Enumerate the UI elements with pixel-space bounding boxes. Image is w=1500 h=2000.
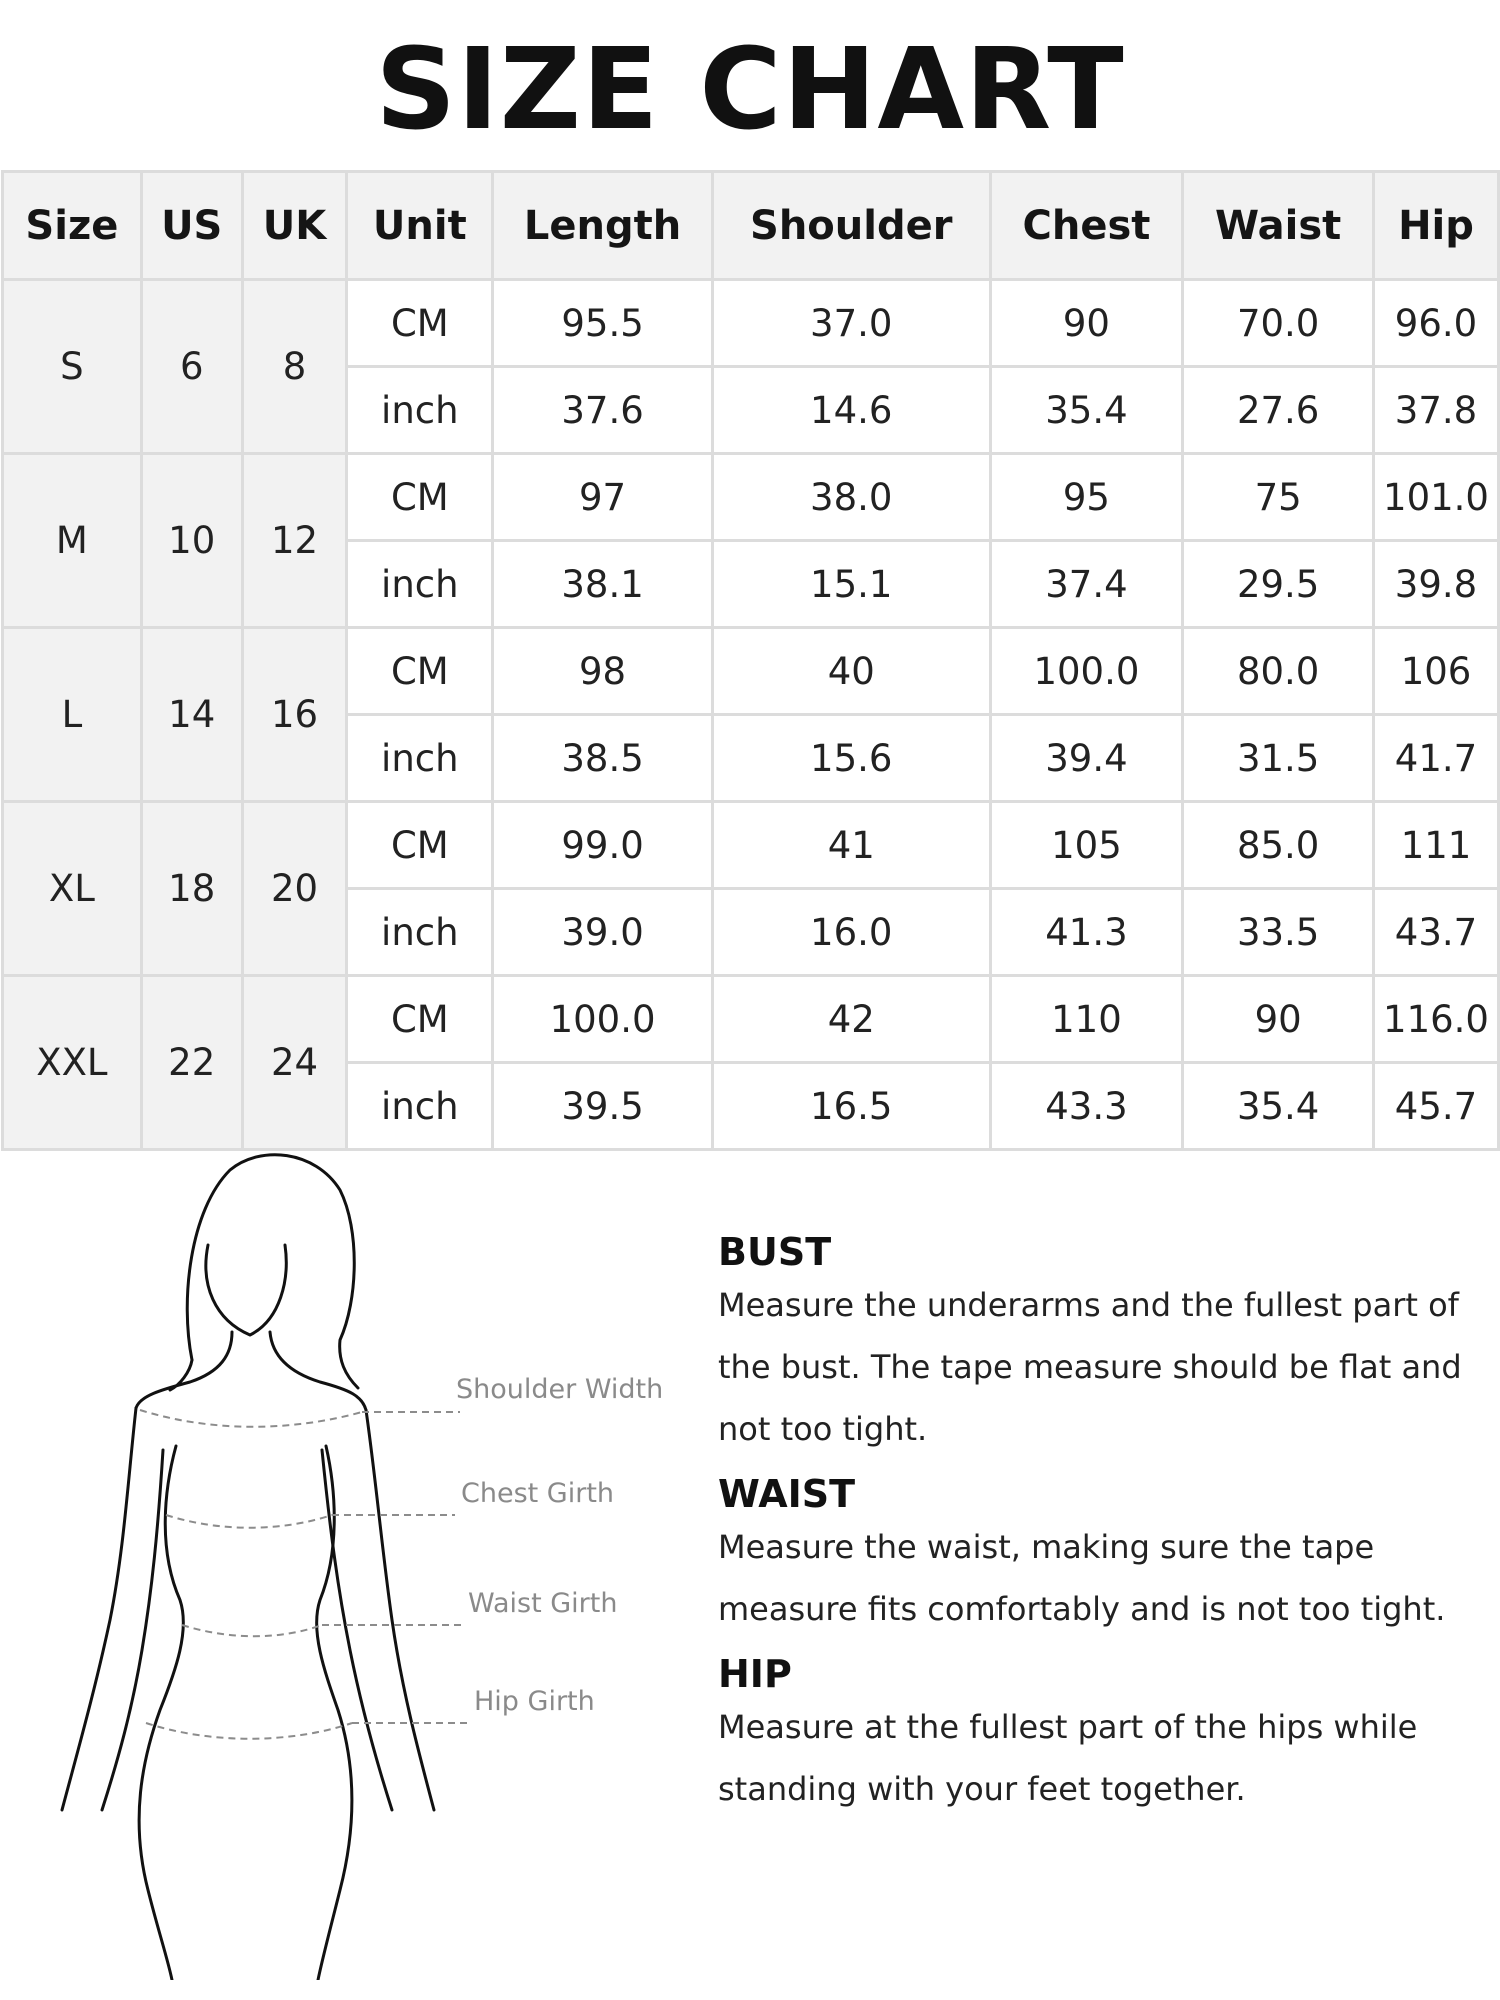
cell-size: XXL [3,976,142,1150]
cell-chest: 95 [990,454,1183,541]
cell-uk: 24 [242,976,347,1150]
note-heading: BUST [718,1230,832,1274]
cell-chest: 35.4 [990,367,1183,454]
cell-chest: 39.4 [990,715,1183,802]
cell-length: 100.0 [493,976,713,1063]
cell-size: S [3,280,142,454]
cell-chest: 41.3 [990,889,1183,976]
cell-length: 95.5 [493,280,713,367]
cell-length: 98 [493,628,713,715]
cell-hip: 37.8 [1374,367,1499,454]
cell-unit: inch [347,715,493,802]
cell-hip: 96.0 [1374,280,1499,367]
hip-girth-label: Hip Girth [474,1686,595,1717]
header-us: US [141,172,242,280]
measurement-notes [718,1230,1478,1832]
cell-shoulder: 16.5 [712,1063,990,1150]
torso-left [139,1446,183,1980]
chest-girth-label: Chest Girth [461,1478,615,1509]
left-arm-outer [62,1408,136,1810]
cell-unit: inch [347,541,493,628]
waist-girth-label: Waist Girth [468,1588,618,1619]
cell-shoulder: 15.6 [712,715,990,802]
cell-unit: CM [347,802,493,889]
cell-waist: 70.0 [1183,280,1374,367]
cell-waist: 75 [1183,454,1374,541]
shoulder-width-label: Shoulder Width [456,1374,664,1405]
left-arm-inner [102,1450,163,1810]
table-row [3,280,1499,367]
cell-unit: CM [347,976,493,1063]
table-row [3,802,1499,889]
cell-us: 6 [141,280,242,454]
cell-us: 14 [141,628,242,802]
cell-unit: inch [347,367,493,454]
note-heading: HIP [718,1652,792,1696]
body-measurement-figure [40,1150,740,1980]
cell-waist: 29.5 [1183,541,1374,628]
cell-shoulder: 37.0 [712,280,990,367]
cell-size: L [3,628,142,802]
header-uk: UK [242,172,347,280]
cell-waist: 85.0 [1183,802,1374,889]
cell-chest: 110 [990,976,1183,1063]
header-size: Size [3,172,142,280]
cell-length: 38.5 [493,715,713,802]
cell-uk: 12 [242,454,347,628]
table-row [3,976,1499,1063]
cell-hip: 116.0 [1374,976,1499,1063]
cell-hip: 111 [1374,802,1499,889]
cell-shoulder: 14.6 [712,367,990,454]
cell-hip: 106 [1374,628,1499,715]
cell-uk: 16 [242,628,347,802]
table-header-row [3,172,1499,280]
cell-length: 97 [493,454,713,541]
neck-right [270,1332,366,1410]
cell-unit: CM [347,454,493,541]
cell-hip: 41.7 [1374,715,1499,802]
cell-waist: 27.6 [1183,367,1374,454]
cell-shoulder: 15.1 [712,541,990,628]
torso-right [317,1446,352,1980]
cell-us: 18 [141,802,242,976]
header-length: Length [493,172,713,280]
body-outline-illustration [40,1150,740,1980]
cell-hip: 43.7 [1374,889,1499,976]
page-title: SIZE CHART [375,25,1125,155]
note-hip [718,1652,1478,1820]
cell-shoulder: 16.0 [712,889,990,976]
cell-unit: CM [347,628,493,715]
hair-outline [187,1155,358,1388]
cell-waist: 90 [1183,976,1374,1063]
cell-unit: inch [347,889,493,976]
cell-hip: 101.0 [1374,454,1499,541]
cell-chest: 37.4 [990,541,1183,628]
size-table [1,170,1500,1151]
cell-us: 10 [141,454,242,628]
cell-size: XL [3,802,142,976]
cell-unit: inch [347,1063,493,1150]
cell-hip: 45.7 [1374,1063,1499,1150]
header-chest: Chest [990,172,1183,280]
cell-shoulder: 41 [712,802,990,889]
cell-uk: 8 [242,280,347,454]
header-shoulder: Shoulder [712,172,990,280]
face-outline [206,1245,286,1335]
header-waist: Waist [1183,172,1374,280]
cell-waist: 33.5 [1183,889,1374,976]
right-arm-outer [366,1410,434,1810]
cell-shoulder: 38.0 [712,454,990,541]
cell-shoulder: 42 [712,976,990,1063]
cell-uk: 20 [242,802,347,976]
cell-hip: 39.8 [1374,541,1499,628]
header-hip: Hip [1374,172,1499,280]
cell-length: 37.6 [493,367,713,454]
table-row [3,454,1499,541]
table-row [3,628,1499,715]
cell-chest: 100.0 [990,628,1183,715]
cell-chest: 90 [990,280,1183,367]
note-heading: WAIST [718,1472,856,1516]
cell-length: 39.5 [493,1063,713,1150]
note-text: Measure at the fullest part of the hips while standing with your feet together. [718,1708,1418,1808]
note-text: Measure the underarms and the fullest part of the bust. The tape measure should be flat and not too tight. [718,1286,1462,1448]
cell-size: M [3,454,142,628]
note-waist [718,1472,1478,1640]
cell-length: 99.0 [493,802,713,889]
note-text: Measure the waist, making sure the tape measure fits comfortably and is not too tight. [718,1528,1446,1628]
header-unit: Unit [347,172,493,280]
cell-length: 39.0 [493,889,713,976]
cell-unit: CM [347,280,493,367]
cell-waist: 35.4 [1183,1063,1374,1150]
cell-chest: 105 [990,802,1183,889]
cell-length: 38.1 [493,541,713,628]
neck-left [136,1332,232,1408]
cell-shoulder: 40 [712,628,990,715]
cell-us: 22 [141,976,242,1150]
cell-waist: 80.0 [1183,628,1374,715]
cell-waist: 31.5 [1183,715,1374,802]
note-bust [718,1230,1478,1460]
cell-chest: 43.3 [990,1063,1183,1150]
